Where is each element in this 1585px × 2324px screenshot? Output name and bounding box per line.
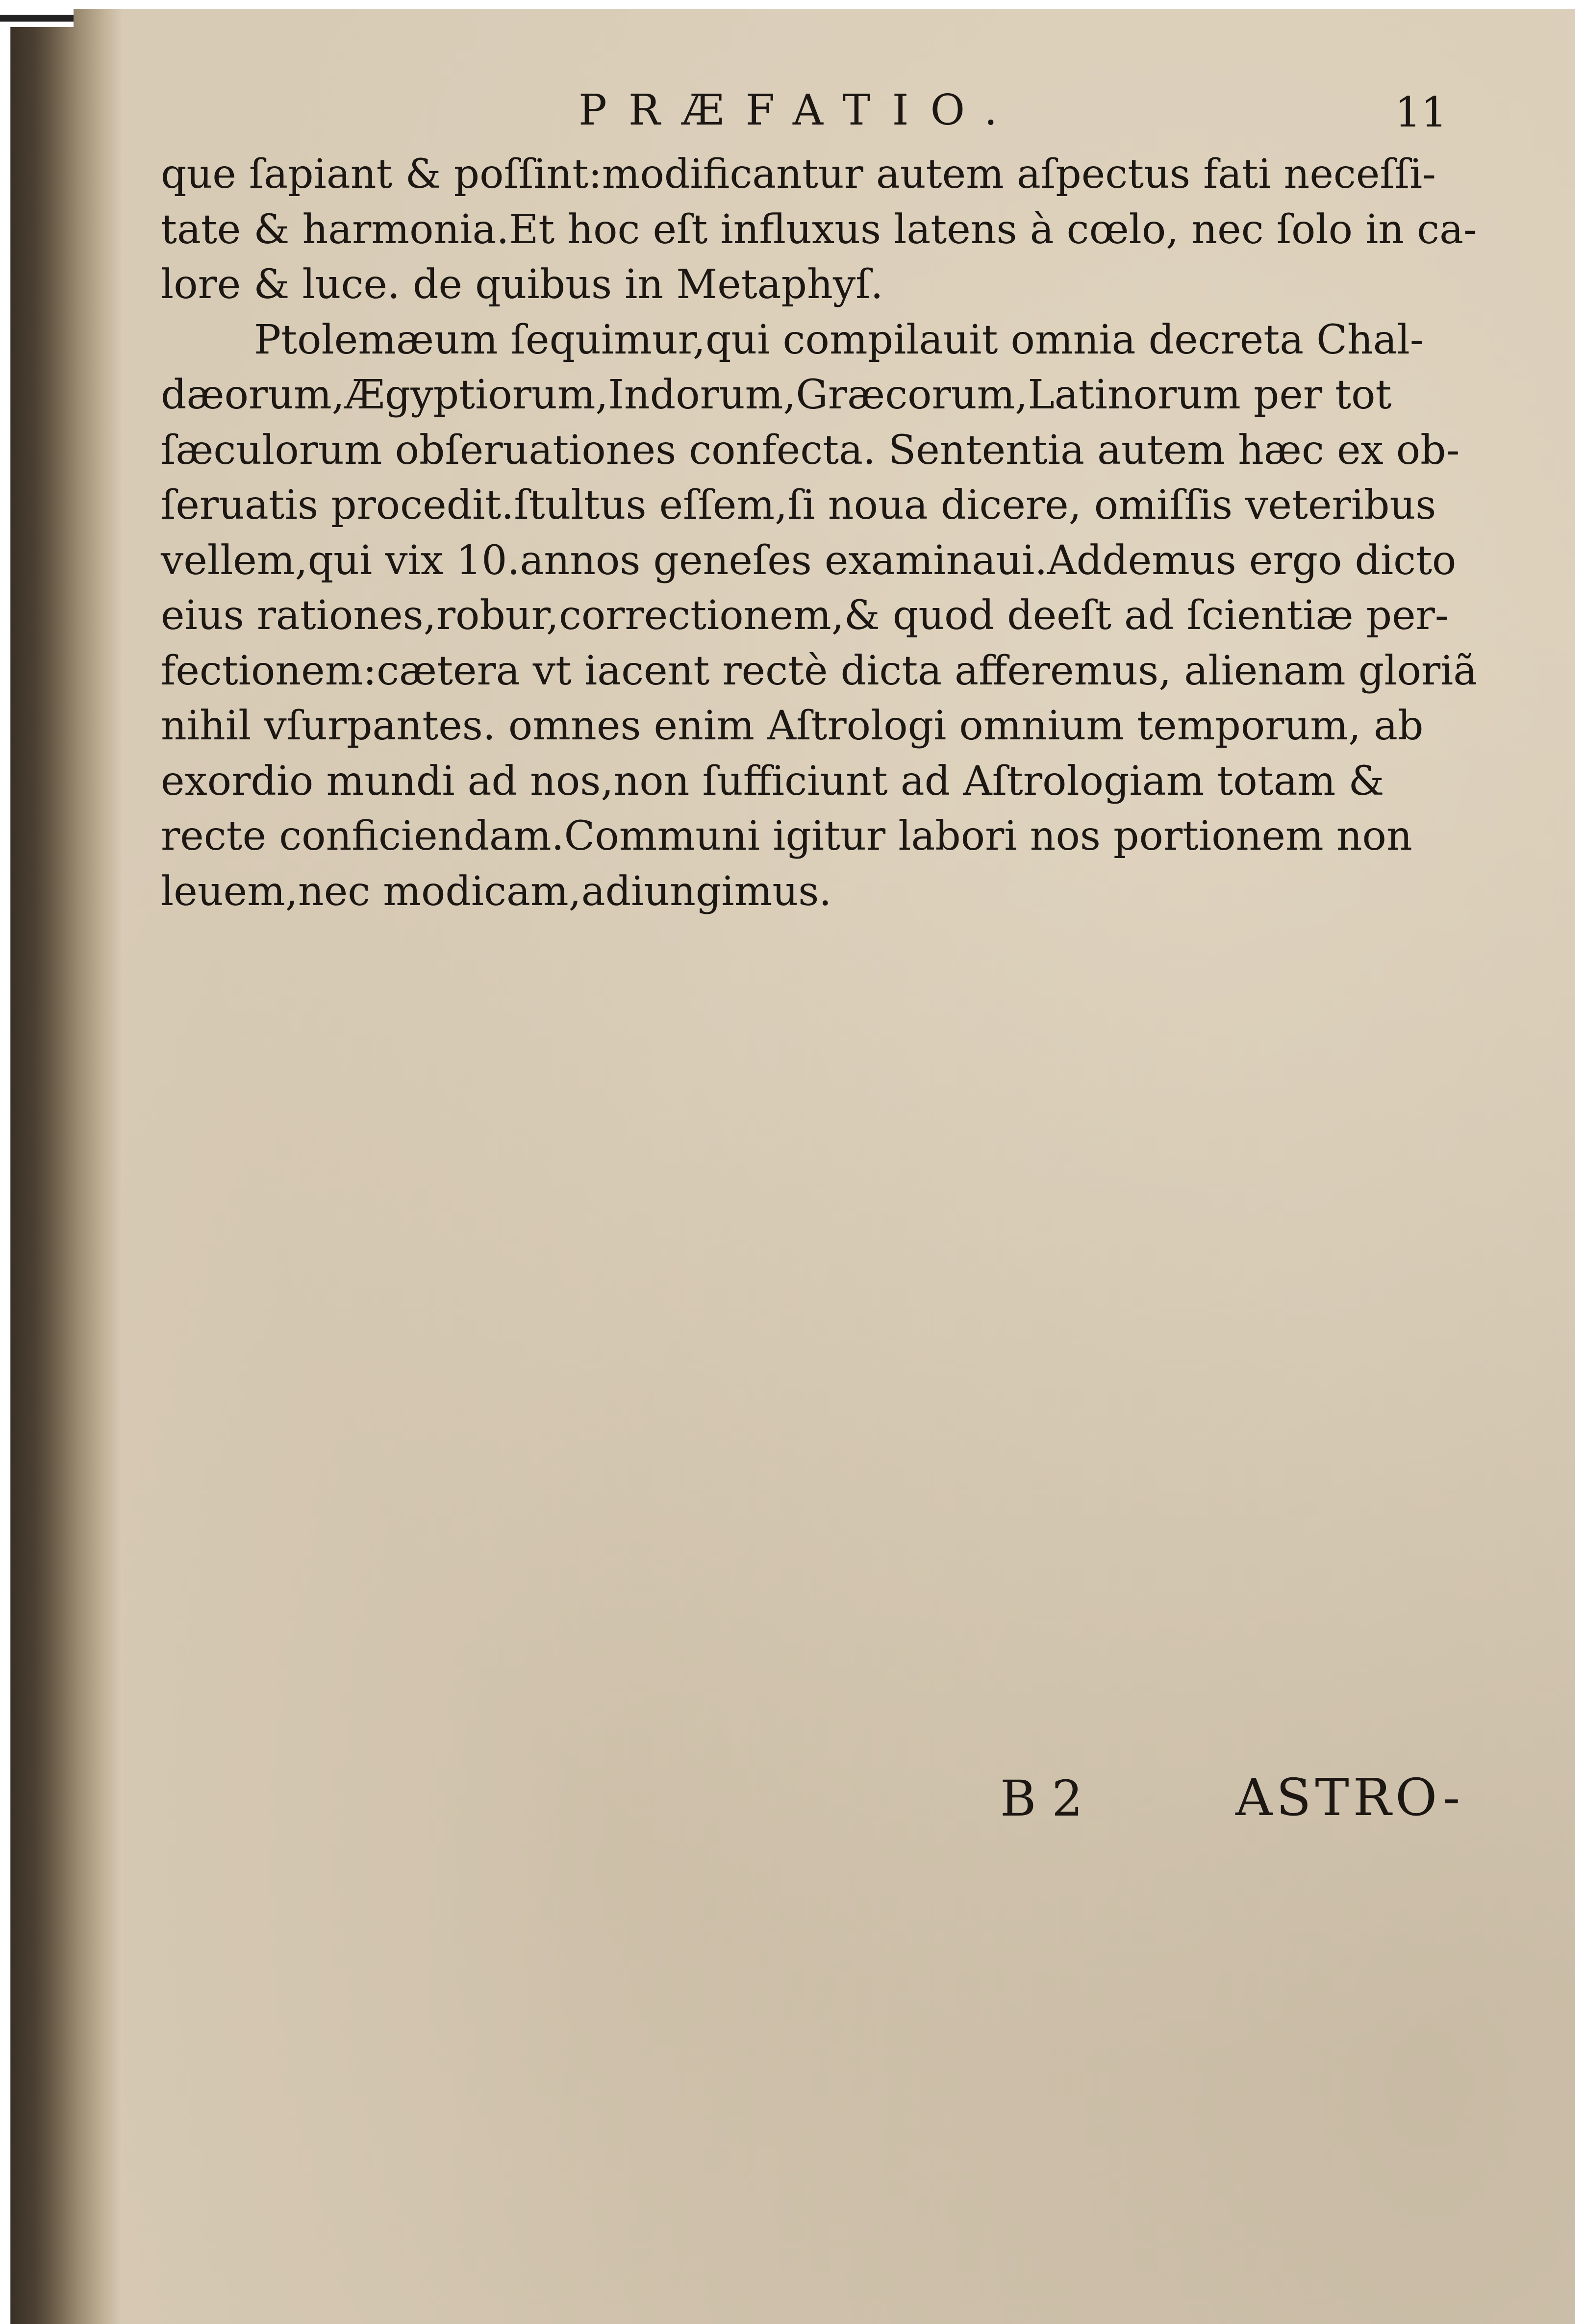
scan-corner-bar	[0, 15, 74, 22]
scan-right-margin	[1575, 0, 1585, 2324]
binding-shadow	[0, 0, 123, 2324]
text-line: fectionem:cætera vt iacent rectè dicta afferemus, alienam gloriã	[161, 647, 1478, 694]
text-line: vellem,qui vix 10.annos geneſes examinaui.Addemus ergo dicto	[161, 537, 1457, 584]
text-line: ſeruatis procedit.ſtultus eſſem,ſi noua dicere, omiſſis veteribus	[161, 482, 1436, 529]
text-line: eius rationes,robur,correctionem,& quod deeſt ad ſcientiæ per-	[161, 592, 1449, 639]
paragraph-start-line: Ptolemæum ſequimur,qui compilauit omnia decreta Chal-	[254, 316, 1424, 363]
text-line: que ſapiant & poſſint:modificantur autem aſpectus fati neceſſi-	[161, 151, 1436, 198]
running-head: PRÆFATIO.	[579, 86, 1019, 135]
text-line: lore & luce. de quibus in Metaphyſ.	[161, 261, 883, 308]
body-text	[161, 147, 1478, 919]
page-number: 11	[1395, 88, 1447, 136]
scan-top-margin	[74, 0, 1585, 9]
catchword: ASTRO-	[1235, 1768, 1464, 1827]
text-line: leuem,nec modicam,adiungimus.	[161, 868, 832, 915]
text-line: dæorum,Ægyptiorum,Indorum,Græcorum,Latinorum per tot	[161, 372, 1392, 418]
text-line: exordio mundi ad nos,non ſufficiunt ad Aſtrologiam totam &	[161, 758, 1384, 805]
text-line: recte conficiendam.Communi igitur labori nos portionem non	[161, 813, 1412, 859]
signature-mark: B 2	[1000, 1770, 1083, 1827]
scan-corner	[0, 0, 74, 27]
text-line: nihil vſurpantes. omnes enim Aſtrologi omnium temporum, ab	[161, 703, 1424, 749]
text-line: tate & harmonia.Et hoc eſt influxus latens à cœlo, nec ſolo in ca-	[161, 206, 1477, 253]
text-line: ſæculorum obſeruationes confecta. Sententia autem hæc ex ob-	[161, 427, 1460, 474]
